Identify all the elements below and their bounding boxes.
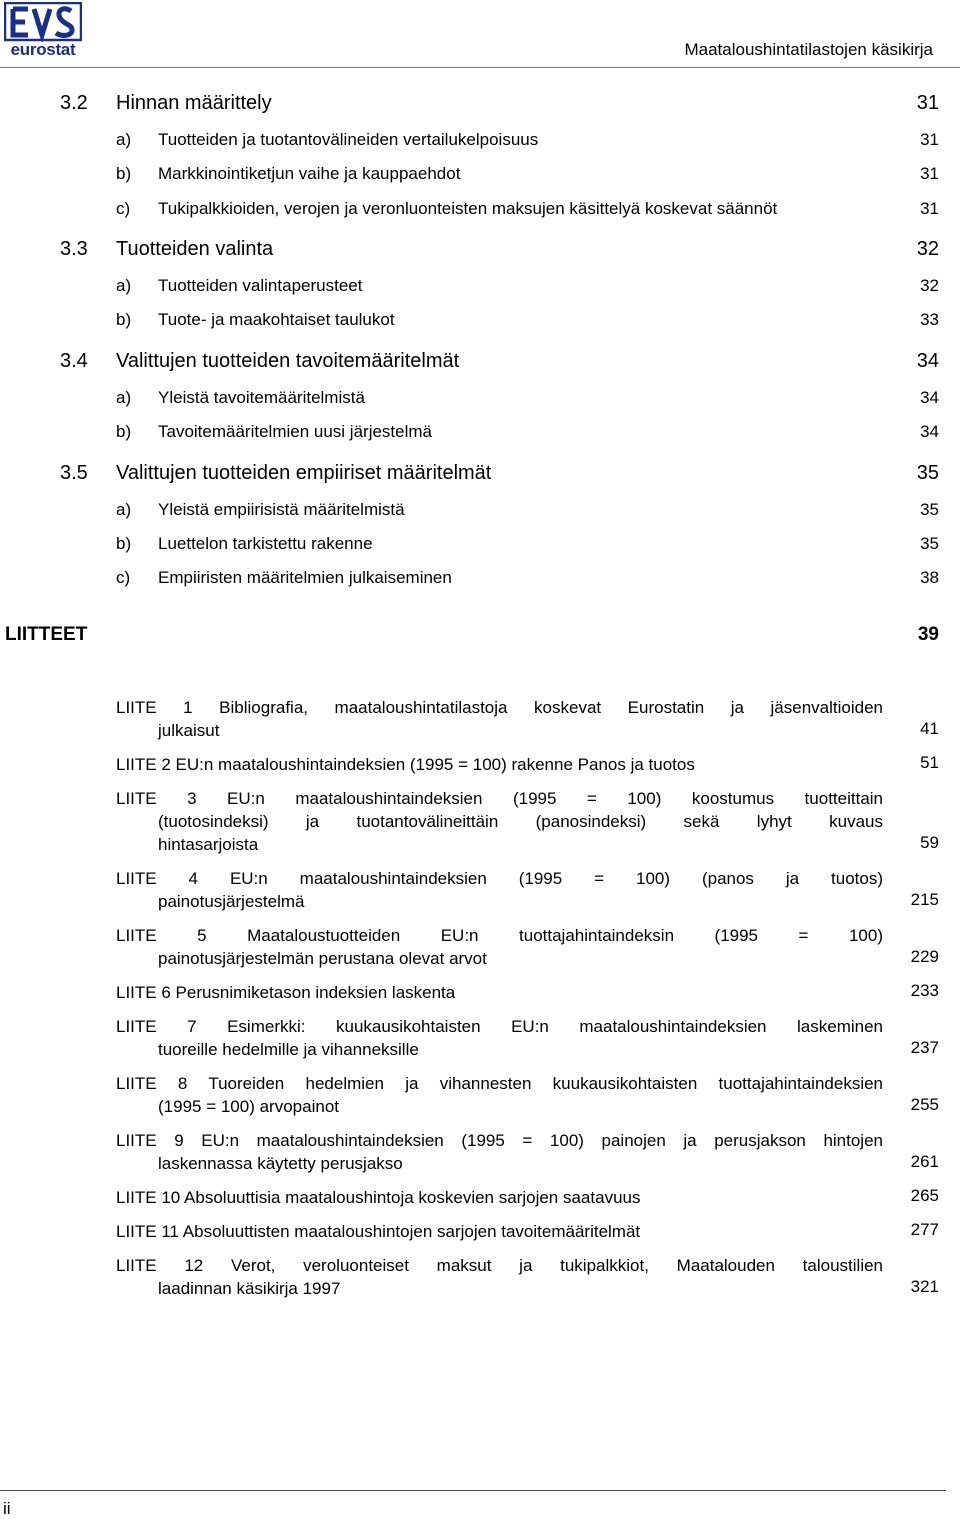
item-page: 34 bbox=[920, 388, 939, 407]
appendix-line: (tuotosindeksi) ja tuotantovälineittäin (panosindeksi) sekä lyhyt kuvaus bbox=[158, 812, 883, 831]
appendix-line: LIITE 12 Verot, veroluonteiset maksut ja tukipalkkiot, Maatalouden taloustilien bbox=[116, 1256, 883, 1275]
appendix-entry[interactable] bbox=[116, 924, 883, 970]
appendix-page: 229 bbox=[910, 947, 939, 966]
item-title[interactable]: Luettelon tarkistettu rakenne bbox=[158, 534, 373, 553]
logo-text: eurostat bbox=[10, 40, 76, 59]
section-page: 31 bbox=[916, 92, 939, 114]
item-page: 31 bbox=[920, 130, 939, 149]
item-page: 31 bbox=[920, 199, 939, 218]
appendix-line: painotusjärjestelmä bbox=[158, 892, 305, 911]
section-number: 3.2 bbox=[60, 92, 88, 114]
eurostat-logo bbox=[4, 2, 82, 62]
appendix-line: LIITE 8 Tuoreiden hedelmien ja vihannesten kuukausikohtaisten tuottajahintaindeksien bbox=[116, 1074, 883, 1093]
appendix-page: 215 bbox=[910, 890, 939, 909]
item-label: a) bbox=[116, 388, 132, 407]
appendix-line: LIITE 6 Perusnimiketason indeksien laskenta bbox=[116, 983, 456, 1002]
item-label: a) bbox=[116, 276, 132, 295]
item-page: 33 bbox=[920, 310, 939, 329]
appendix-entry[interactable] bbox=[116, 753, 883, 776]
item-title[interactable]: Tuote- ja maakohtaiset taulukot bbox=[158, 310, 395, 329]
appendix-line: laskennassa käytetty perusjakso bbox=[158, 1154, 403, 1173]
appendix-line: LIITE 11 Absoluuttisten maataloushintojen sarjojen tavoitemääritelmät bbox=[116, 1222, 641, 1241]
appendix-line: tuoreille hedelmille ja vihanneksille bbox=[158, 1040, 419, 1059]
item-title[interactable]: Yleistä empiirisistä määritelmistä bbox=[158, 500, 405, 519]
appendix-line: LIITE 4 EU:n maataloushintaindeksien (1995 = 100) (panos ja tuotos) bbox=[116, 869, 883, 888]
item-page: 35 bbox=[920, 534, 939, 553]
liitteet-page: 39 bbox=[917, 624, 939, 645]
appendix-page: 59 bbox=[920, 833, 939, 852]
appendix-line: LIITE 3 EU:n maataloushintaindeksien (1995 = 100) koostumus tuotteittain bbox=[116, 789, 883, 808]
appendix-entry[interactable] bbox=[116, 1129, 883, 1175]
appendix-page: 261 bbox=[910, 1152, 939, 1171]
section-page: 35 bbox=[916, 462, 939, 484]
eurostat-logo-icon bbox=[4, 2, 82, 42]
appendix-line: julkaisut bbox=[158, 721, 220, 740]
item-label: b) bbox=[116, 164, 132, 183]
item-page: 32 bbox=[920, 276, 939, 295]
item-title[interactable]: Empiiristen määritelmien julkaiseminen bbox=[158, 568, 452, 587]
item-label: c) bbox=[116, 568, 131, 587]
footer-divider bbox=[0, 1490, 946, 1491]
liitteet-heading[interactable]: LIITTEET bbox=[5, 624, 88, 645]
appendix-entry[interactable] bbox=[116, 1015, 883, 1061]
item-label: b) bbox=[116, 310, 132, 329]
appendix-page: 233 bbox=[910, 981, 939, 1000]
item-label: a) bbox=[116, 130, 132, 149]
appendix-line: hintasarjoista bbox=[158, 835, 259, 854]
item-page: 38 bbox=[920, 568, 939, 587]
section-number: 3.3 bbox=[60, 238, 88, 260]
document-title: Maataloushintatilastojen käsikirja bbox=[684, 40, 933, 59]
item-title[interactable]: Markkinointiketjun vaihe ja kauppaehdot bbox=[158, 164, 461, 183]
appendix-entry[interactable] bbox=[116, 981, 883, 1004]
appendix-entry[interactable] bbox=[116, 787, 883, 856]
appendix-line: LIITE 1 Bibliografia, maataloushintatilastoja koskevat Eurostatin ja jäsenvaltioiden bbox=[116, 698, 883, 717]
item-label: a) bbox=[116, 500, 132, 519]
section-title[interactable]: Valittujen tuotteiden tavoitemääritelmät bbox=[116, 350, 460, 372]
appendix-page: 51 bbox=[920, 753, 939, 772]
appendix-entry[interactable] bbox=[116, 867, 883, 913]
appendix-page: 321 bbox=[910, 1277, 939, 1296]
item-label: c) bbox=[116, 199, 131, 218]
section-title[interactable]: Valittujen tuotteiden empiiriset määritelmät bbox=[116, 462, 492, 484]
appendix-line: (1995 = 100) arvopainot bbox=[158, 1097, 339, 1116]
item-title[interactable]: Tuotteiden ja tuotantovälineiden vertailukelpoisuus bbox=[158, 130, 539, 149]
item-title[interactable]: Tavoitemääritelmien uusi järjestelmä bbox=[158, 422, 433, 441]
item-label: b) bbox=[116, 422, 132, 441]
appendix-line: LIITE 2 EU:n maataloushintaindeksien (1995 = 100) rakenne Panos ja tuotos bbox=[116, 755, 695, 774]
appendix-entry[interactable] bbox=[116, 1220, 883, 1243]
appendix-page: 265 bbox=[910, 1186, 939, 1205]
item-title[interactable]: Tuotteiden valintaperusteet bbox=[158, 276, 363, 295]
page-number: ii bbox=[3, 1499, 11, 1518]
section-number: 3.5 bbox=[60, 462, 88, 484]
appendix-page: 237 bbox=[910, 1038, 939, 1057]
appendix-page: 277 bbox=[910, 1220, 939, 1239]
section-page: 34 bbox=[916, 350, 939, 372]
appendix-line: painotusjärjestelmän perustana olevat arvot bbox=[158, 949, 487, 968]
appendix-entry[interactable] bbox=[116, 1186, 883, 1209]
item-title[interactable]: Tukipalkkioiden, verojen ja veronluonteisten maksujen käsittelyä koskevat säännöt bbox=[158, 199, 778, 218]
item-title[interactable]: Yleistä tavoitemääritelmistä bbox=[158, 388, 365, 407]
appendix-line: laadinnan käsikirja 1997 bbox=[158, 1279, 341, 1298]
section-title[interactable]: Hinnan määrittely bbox=[116, 92, 272, 114]
item-page: 34 bbox=[920, 422, 939, 441]
appendix-line: LIITE 9 EU:n maataloushintaindeksien (1995 = 100) painojen ja perusjakson hintojen bbox=[116, 1131, 883, 1150]
section-page: 32 bbox=[916, 238, 939, 260]
section-title[interactable]: Tuotteiden valinta bbox=[116, 238, 274, 260]
appendix-entry[interactable] bbox=[116, 1254, 883, 1300]
appendix-page: 41 bbox=[920, 719, 939, 738]
appendix-page: 255 bbox=[910, 1095, 939, 1114]
appendix-line: LIITE 10 Absoluuttisia maataloushintoja koskevien sarjojen saatavuus bbox=[116, 1188, 641, 1207]
appendix-line: LIITE 7 Esimerkki: kuukausikohtaisten EU:n maataloushintaindeksien laskeminen bbox=[116, 1017, 883, 1036]
item-page: 35 bbox=[920, 500, 939, 519]
item-label: b) bbox=[116, 534, 132, 553]
section-number: 3.4 bbox=[60, 350, 88, 372]
appendix-entry[interactable] bbox=[116, 1072, 883, 1118]
item-page: 31 bbox=[920, 164, 939, 183]
header-divider bbox=[0, 67, 960, 68]
appendix-entry[interactable] bbox=[116, 696, 883, 742]
appendix-line: LIITE 5 Maataloustuotteiden EU:n tuottajahintaindeksin (1995 = 100) bbox=[116, 926, 883, 945]
